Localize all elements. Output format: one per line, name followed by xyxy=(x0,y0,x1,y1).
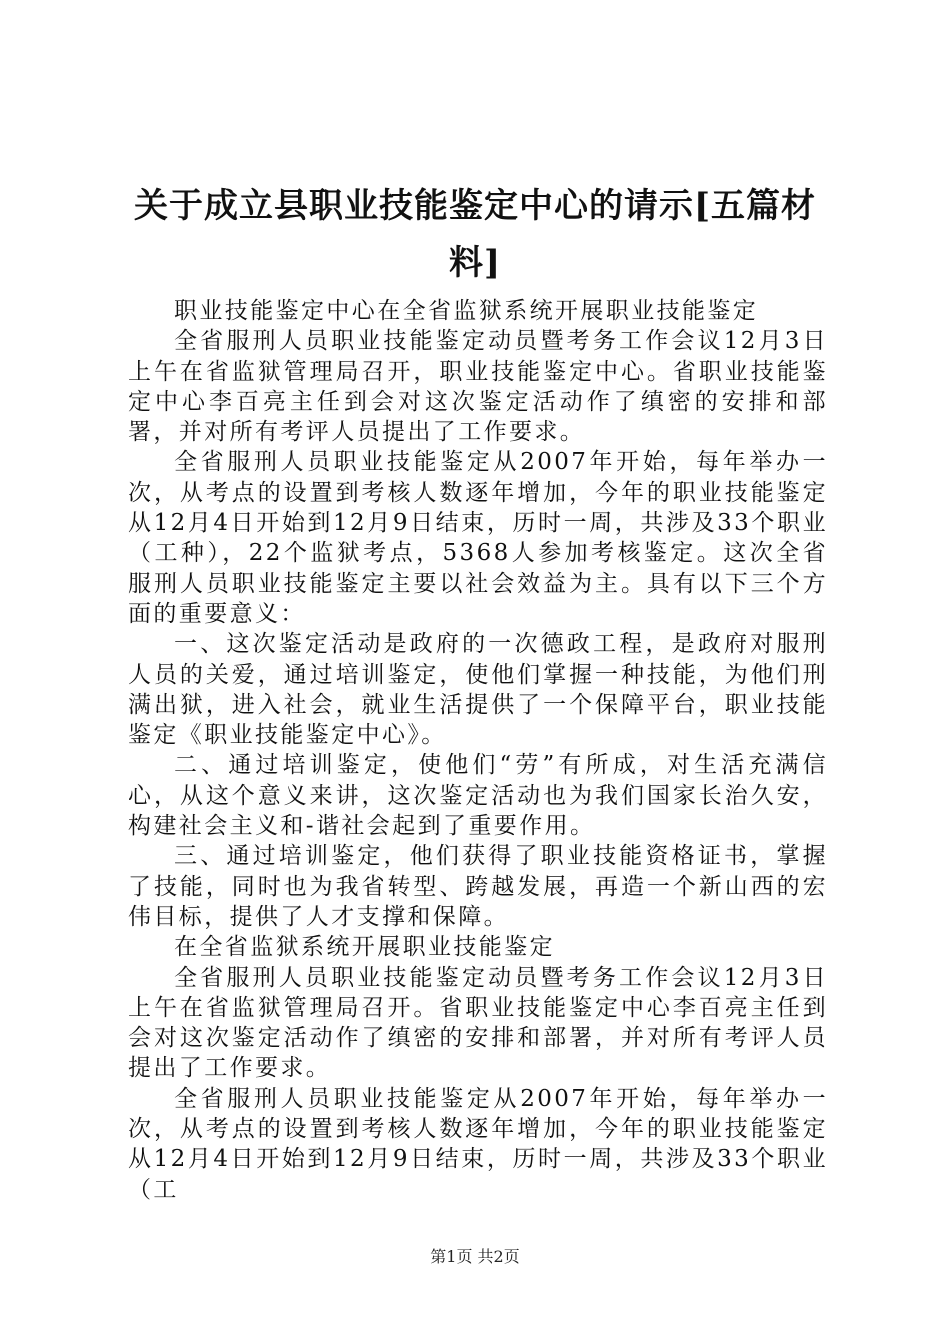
paragraph: 一、这次鉴定活动是政府的一次德政工程，是政府对服刑人员的关爱，通过培训鉴定，使他们掌握一种技能，为他们刑满出狱，进入社会，就业生活提供了一个保障平台，职业技能鉴定《职业技能鉴定中心》。 xyxy=(128,631,828,749)
paragraph-subheading-2: 在全省监狱系统开展职业技能鉴定 xyxy=(174,934,555,961)
document-title: 关于成立县职业技能鉴定中心的请示[五篇材料] xyxy=(133,186,817,283)
paragraph-subheading-1: 职业技能鉴定中心在全省监狱系统开展职业技能鉴定 xyxy=(174,298,759,324)
paragraph: 全省服刑人员职业技能鉴定从2007年开始，每年举办一次，从考点的设置到考核人数逐年增加，今年的职业技能鉴定从12月4日开始到12月9日结束，历时一周，共涉及33个职业（工种），22个监狱考点，5368人参加考核鉴定。这次全省服刑人员职业技能鉴定主要以社会效益为主。具有以下三个方面的重要意义： xyxy=(128,449,828,627)
paragraph: 全省服刑人员职业技能鉴定从2007年开始，每年举办一次，从考点的设置到考核人数逐年增加，今年的职业技能鉴定从12月4日开始到12月9日结束，历时一周，共涉及33个职业（工 xyxy=(128,1085,828,1203)
paragraph: 二、通过培训鉴定，使他们“劳”有所成，对生活充满信心，从这个意义来讲，这次鉴定活动也为我们国家长治久安，构建社会主义和-谐社会起到了重要作用。 xyxy=(128,752,828,840)
paragraph: 全省服刑人员职业技能鉴定动员暨考务工作会议12月3日上午在省监狱管理局召开，职业技能鉴定中心。省职业技能鉴定中心李百亮主任到会对这次鉴定活动作了缜密的安排和部署，并对所有考评人员提出了工作要求。 xyxy=(128,328,828,446)
paragraph: 三、通过培训鉴定，他们获得了职业技能资格证书，掌握了技能，同时也为我省转型、跨越发展，再造一个新山西的宏伟目标，提供了人才支撑和保障。 xyxy=(128,843,828,930)
document-body xyxy=(128,296,828,1205)
paragraph: 全省服刑人员职业技能鉴定动员暨考务工作会议12月3日上午在省监狱管理局召开。省职业技能鉴定中心李百亮主任到会对这次鉴定活动作了缜密的安排和部署，并对所有考评人员提出了工作要求。 xyxy=(128,964,828,1082)
page-number-footer: 第1页 共2页 xyxy=(430,1247,520,1266)
